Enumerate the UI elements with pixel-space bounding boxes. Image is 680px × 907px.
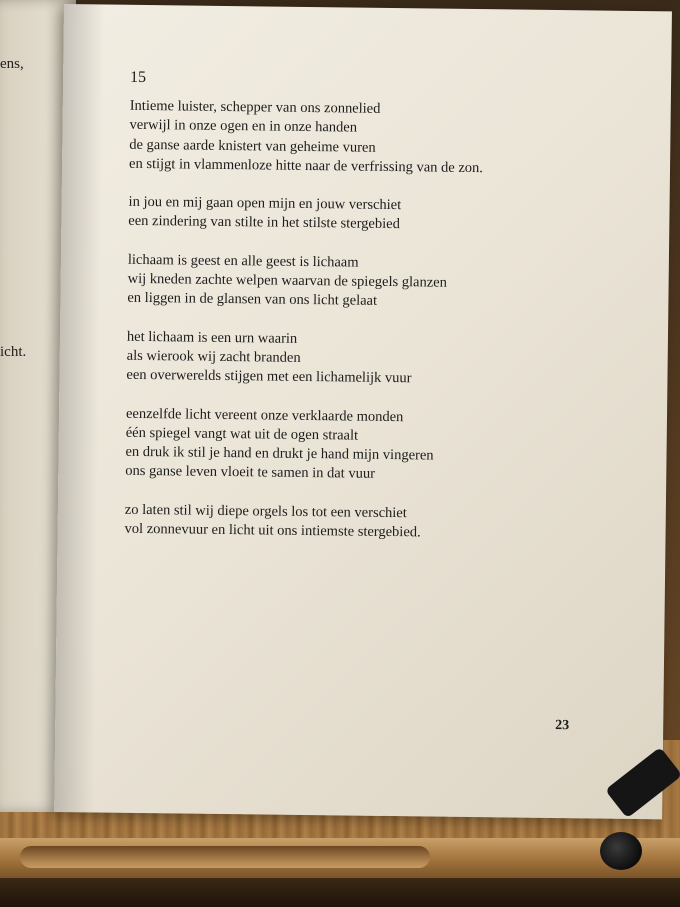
poem-line: lichaam is geest en alle geest is lichaam (127, 251, 359, 271)
stand-base (0, 878, 680, 907)
poem-line: en liggen in de glansen van ons licht gelaat (127, 290, 378, 310)
stanza (128, 193, 638, 238)
poem-line: ons ganse leven vloeit te samen in dat vuur (125, 463, 376, 483)
poem-line: in jou en mij gaan open mijn en jouw verschiet (128, 193, 402, 214)
poem-line: één spiegel vangt wat uit de ogen straalt (125, 424, 359, 444)
poem-line: het lichaam is een urn waarin (126, 328, 298, 347)
stanza (126, 327, 637, 391)
poem-number: 15 (130, 68, 147, 87)
poem-line: Intieme luister, schepper van ons zonnelied (129, 97, 381, 117)
stanza (125, 404, 636, 487)
left-page-fragment: icht. (0, 344, 27, 360)
poem-line: eenzelfde licht vereent onze verklaarde monden (125, 405, 404, 425)
stanza (129, 97, 640, 180)
page-gutter-shadow (54, 4, 104, 812)
clip-knob (600, 832, 642, 870)
poem-line: vol zonnevuur en licht uit ons intiemste stergebied. (124, 520, 421, 541)
left-page-fragment: ens, (0, 56, 24, 72)
stand-groove (20, 846, 430, 868)
stanza (124, 501, 634, 546)
poem-line: de ganse aarde knistert van geheime vuren (129, 136, 376, 156)
poem-body (124, 97, 640, 565)
page-number: 23 (555, 718, 570, 734)
right-page (54, 4, 672, 819)
poem-line: zo laten stil wij diepe orgels los tot een verschiet (124, 501, 407, 521)
stanza (127, 251, 638, 315)
poem-line: een zindering van stilte in het stilste stergebied (128, 213, 400, 233)
poem-line: een overwerelds stijgen met een lichamelijk vuur (126, 367, 412, 387)
poem-line: verwijl in onze ogen en in onze handen (129, 117, 358, 136)
poem-line: als wierook wij zacht branden (126, 347, 301, 366)
poem-line: en stijgt in vlammenloze hitte naar de verfrissing van de zon. (128, 155, 484, 177)
poem-line: wij kneden zachte welpen waarvan de spiegels glanzen (127, 270, 447, 291)
poem-line: en druk ik stil je hand en drukt je hand mijn vingeren (125, 443, 434, 464)
